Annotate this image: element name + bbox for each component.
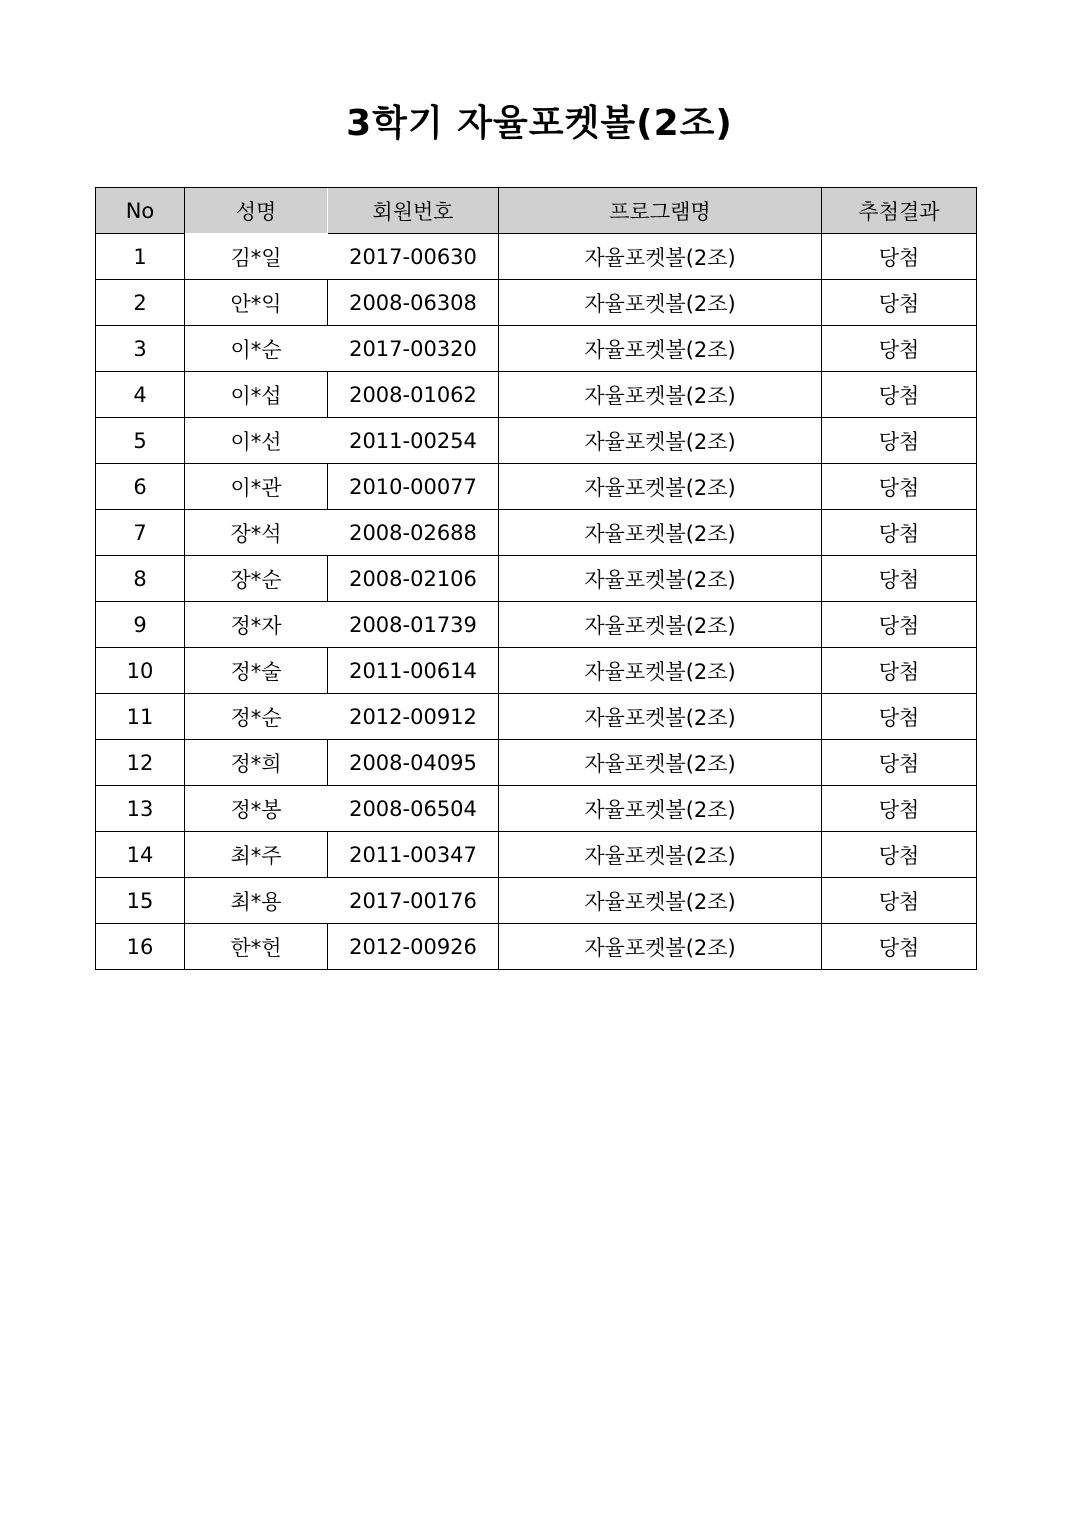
cell-program-name: 자율포켓볼(2조) [499,280,822,326]
cell-member-number: 2012-00912 [328,694,499,740]
cell-name: 최*용 [185,878,328,924]
page-title: 3학기 자율포켓볼(2조) [346,103,733,144]
cell-name: 안*익 [185,280,328,326]
cell-no: 7 [96,510,185,556]
cell-no: 12 [96,740,185,786]
cell-name: 이*관 [185,464,328,510]
header-name: 성명 [185,188,328,234]
cell-name: 장*순 [185,556,328,602]
cell-program-name: 자율포켓볼(2조) [499,464,822,510]
cell-program-name: 자율포켓볼(2조) [499,832,822,878]
cell-no: 10 [96,648,185,694]
cell-member-number: 2008-02688 [328,510,499,556]
cell-draw-result: 당첨 [822,326,977,372]
cell-draw-result: 당첨 [822,510,977,556]
cell-name: 정*봉 [185,786,328,832]
cell-draw-result: 당첨 [822,832,977,878]
cell-draw-result: 당첨 [822,280,977,326]
table-row [96,648,977,694]
cell-draw-result: 당첨 [822,464,977,510]
cell-no: 1 [96,234,185,280]
cell-no: 4 [96,372,185,418]
cell-member-number: 2010-00077 [328,464,499,510]
table-row [96,602,977,648]
cell-member-number: 2008-01062 [328,372,499,418]
table-header-row [96,188,977,234]
cell-member-number: 2011-00347 [328,832,499,878]
cell-name: 이*선 [185,418,328,464]
table-row [96,694,977,740]
cell-draw-result: 당첨 [822,418,977,464]
cell-program-name: 자율포켓볼(2조) [499,648,822,694]
table-row [96,556,977,602]
cell-member-number: 2008-06308 [328,280,499,326]
cell-no: 11 [96,694,185,740]
cell-member-number: 2008-02106 [328,556,499,602]
cell-name: 정*자 [185,602,328,648]
cell-draw-result: 당첨 [822,786,977,832]
cell-no: 6 [96,464,185,510]
cell-program-name: 자율포켓볼(2조) [499,510,822,556]
cell-draw-result: 당첨 [822,648,977,694]
cell-member-number: 2017-00630 [328,234,499,280]
cell-program-name: 자율포켓볼(2조) [499,234,822,280]
cell-program-name: 자율포켓볼(2조) [499,372,822,418]
cell-program-name: 자율포켓볼(2조) [499,694,822,740]
header-no: No [96,188,185,234]
header-program-name: 프로그램명 [499,188,822,234]
table-row [96,464,977,510]
cell-name: 한*헌 [185,924,328,970]
cell-program-name: 자율포켓볼(2조) [499,556,822,602]
cell-member-number: 2008-01739 [328,602,499,648]
cell-name: 이*섭 [185,372,328,418]
cell-draw-result: 당첨 [822,556,977,602]
table-row [96,510,977,556]
cell-program-name: 자율포켓볼(2조) [499,878,822,924]
cell-member-number: 2011-00614 [328,648,499,694]
table-row [96,280,977,326]
cell-program-name: 자율포켓볼(2조) [499,602,822,648]
cell-name: 정*술 [185,648,328,694]
cell-no: 9 [96,602,185,648]
cell-draw-result: 당첨 [822,694,977,740]
cell-program-name: 자율포켓볼(2조) [499,740,822,786]
cell-member-number: 2017-00320 [328,326,499,372]
table-row [96,326,977,372]
cell-name: 이*순 [185,326,328,372]
cell-no: 5 [96,418,185,464]
cell-name: 정*순 [185,694,328,740]
cell-no: 16 [96,924,185,970]
cell-program-name: 자율포켓볼(2조) [499,418,822,464]
table-row [96,786,977,832]
cell-member-number: 2011-00254 [328,418,499,464]
lottery-result-table [95,187,977,970]
cell-no: 2 [96,280,185,326]
cell-draw-result: 당첨 [822,878,977,924]
table-row [96,740,977,786]
cell-program-name: 자율포켓볼(2조) [499,786,822,832]
cell-member-number: 2008-06504 [328,786,499,832]
cell-name: 최*주 [185,832,328,878]
cell-no: 3 [96,326,185,372]
cell-no: 13 [96,786,185,832]
cell-member-number: 2017-00176 [328,878,499,924]
cell-no: 8 [96,556,185,602]
header-draw-result: 추첨결과 [822,188,977,234]
cell-draw-result: 당첨 [822,740,977,786]
cell-program-name: 자율포켓볼(2조) [499,924,822,970]
header-member-number: 회원번호 [328,188,499,234]
cell-draw-result: 당첨 [822,602,977,648]
cell-no: 14 [96,832,185,878]
cell-member-number: 2012-00926 [328,924,499,970]
table-row [96,372,977,418]
cell-program-name: 자율포켓볼(2조) [499,326,822,372]
cell-name: 김*일 [185,234,328,280]
cell-no: 15 [96,878,185,924]
table-row [96,878,977,924]
cell-name: 정*희 [185,740,328,786]
cell-draw-result: 당첨 [822,924,977,970]
cell-draw-result: 당첨 [822,372,977,418]
cell-draw-result: 당첨 [822,234,977,280]
table-row [96,234,977,280]
table-row [96,418,977,464]
table-body [96,234,977,970]
cell-member-number: 2008-04095 [328,740,499,786]
table-row [96,832,977,878]
cell-name: 장*석 [185,510,328,556]
table-row [96,924,977,970]
